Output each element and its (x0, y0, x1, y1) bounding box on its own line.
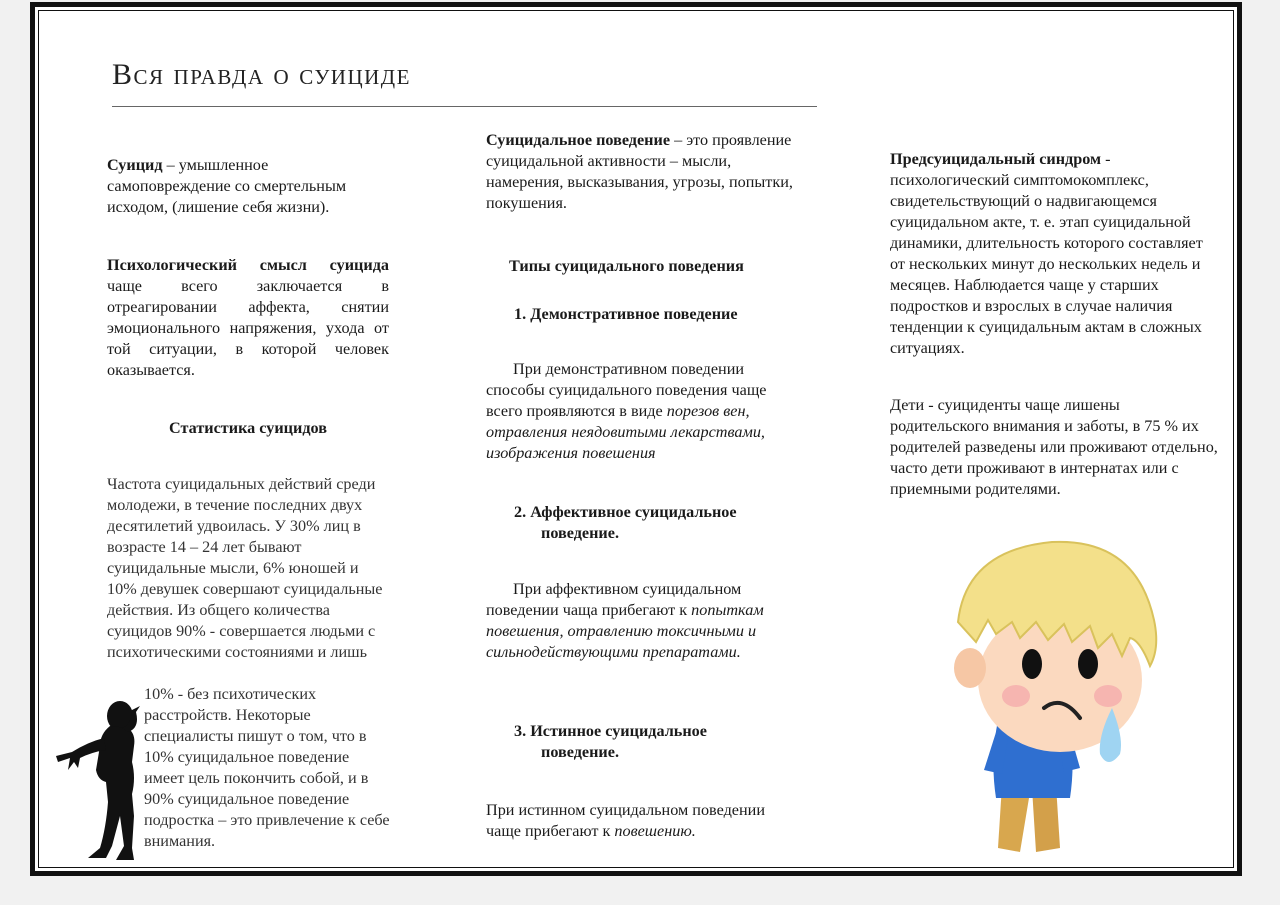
type3-heading-line2: поведение. (541, 743, 619, 761)
behavior-definition-text: – это проявление суицидальной активности – мысли, намерения, высказывания, угрозы, попытки, покушения. (486, 131, 793, 212)
title-divider (112, 106, 817, 107)
page-title: Вся правда о суициде (112, 58, 411, 91)
syndrome-term: Предсуицидальный синдром (890, 150, 1102, 168)
type2-heading-line2: поведение. (541, 524, 619, 542)
types-heading: Типы суицидального поведения (509, 257, 744, 275)
type1-heading: 1. Демонстративное поведение (514, 305, 738, 323)
stats-text: Частота суицидальных действий среди молодежи, в течение последних двух десятилетий удвоилась. У 30% лиц в возрасте 14 – 24 лет бывают суицидальные мысли, 6% юношей и 10% девушек совершают суицидальные действия. Из общего количества суицидов 90% - совершается людьми с психотическими состояниями и лишь (107, 475, 383, 661)
type1-description (486, 359, 791, 464)
suicide-definition-text: – умышленное самоповреждение со смертельным исходом, (лишение себя жизни). (107, 156, 347, 216)
psych-meaning (107, 255, 389, 381)
behavior-term: Суицидальное поведение (486, 131, 671, 149)
suicide-term: Суицид (107, 156, 163, 174)
type2-heading-line1: 2. Аффективное суицидальное (514, 503, 737, 521)
suicide-definition (107, 155, 392, 218)
behavior-definition (486, 130, 798, 214)
type2-methods: попыткам повешения, отравлению токсичными и сильнодействующими препаратами. (486, 601, 764, 661)
stats-heading: Статистика суицидов (169, 419, 327, 437)
type1-text: При демонстративном поведении способы суицидального поведения чаще всего проявляются в виде (486, 360, 767, 420)
type2-heading (514, 502, 814, 544)
stats-text-continued: 10% - без психотических расстройств. Некоторые специалисты пишут о том, что в 10% суицидальное поведение имеет цель покончить собой, и в 90% суицидальное поведение подростка – это привлечение к себе внимания. (144, 685, 390, 850)
type3-heading-line1: 3. Истинное суицидальное (514, 722, 707, 740)
type3-heading (514, 721, 814, 763)
type3-text: При истинном суицидальном поведении чаще прибегают к (486, 801, 765, 840)
psych-meaning-term: Психологический смысл суицида (107, 256, 389, 274)
type2-description (486, 579, 786, 663)
syndrome-text: - психологический симптомокомплекс, свидетельствующий о надвигающемся суицидальном акте, т. е. этап суицидальной динамики, длительность которого составляет от нескольких минут до нескольких недель и месяцев. Наблюдается чаще у старших подростков и взрослых в случае наличия тенденции к суицидальным актам в сложных ситуациях. (890, 150, 1203, 357)
children-text: Дети - суициденты чаще лишены родительского внимания и заботы, в 75 % их родителей разведены или проживают отдельно, часто дети проживают в интернатах или с приемными родителями. (890, 396, 1218, 498)
type1-methods: порезов вен, отравления неядовитыми лекарствами, изображения повешения (486, 402, 765, 462)
psych-meaning-text: чаще всего заключается в отреагировании аффекта, снятии эмоционального напряжения, ухода от той ситуации, в которой человек оказывается. (107, 277, 389, 379)
type2-text: При аффективном суицидальном поведении чаща прибегают к (486, 580, 742, 619)
crying-boy-icon (940, 530, 1170, 860)
distressed-silhouette-icon (48, 698, 148, 868)
type3-description (486, 800, 796, 842)
type3-method: повешению. (614, 822, 696, 840)
presuicidal-syndrome (890, 149, 1220, 359)
